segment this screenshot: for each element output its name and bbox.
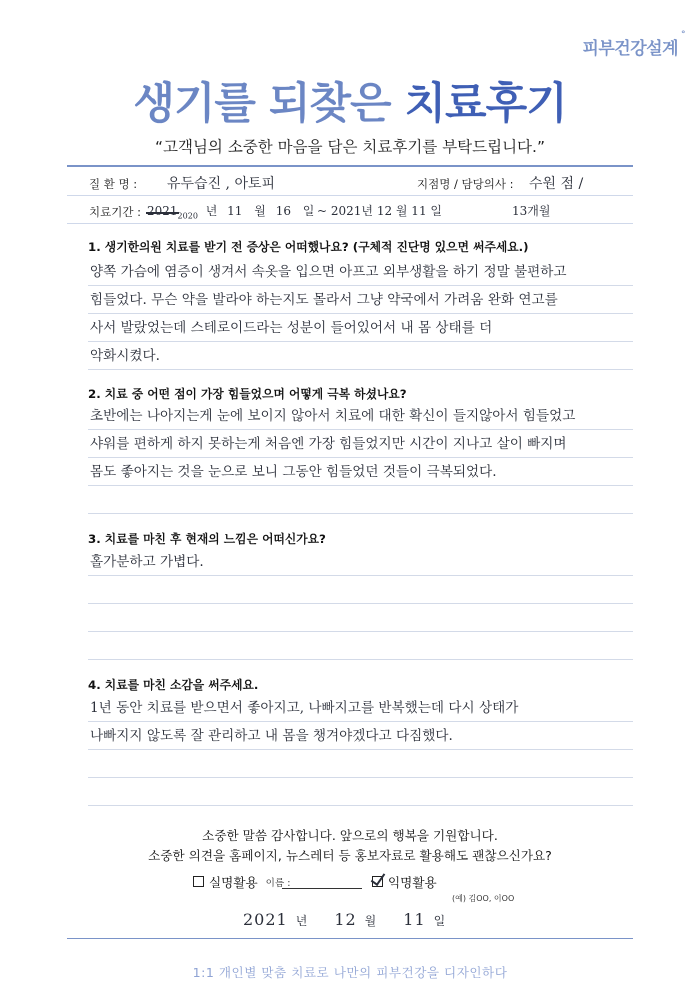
rule-line [88,659,633,660]
period-total: 13개월 [512,204,551,218]
signed-year: 2021 [243,910,288,929]
signed-day-unit: 일 [433,914,447,928]
registered-mark-icon: ° [681,30,685,40]
rule-line [88,777,633,778]
signed-year-unit: 년 [295,914,309,928]
period-year-unit: 년 [205,204,218,218]
period-row [67,196,633,224]
real-name-option[interactable] [193,872,291,891]
name-label: 이름 : [265,877,291,889]
question-4-label: 4. 치료를 마친 소감을 써주세요. [88,678,259,692]
name-input-line[interactable] [282,888,362,889]
thanks-line-1: 소중한 말씀 감사합니다. 앞으로의 행복을 기원합니다. [202,828,498,843]
question-4-answer [90,694,628,750]
signed-date [243,910,472,929]
real-name-checkbox[interactable] [193,876,204,887]
period-start [147,202,314,220]
thanks-message [0,826,700,866]
name-example: (예) 김OO, 이OO [452,894,515,903]
title-part2: 치료후기 [404,79,567,129]
question-3-answer [90,548,628,576]
signed-day: 11 [403,910,426,929]
diagnosis-label: 질 환 명 : [89,177,138,191]
footer-divider [67,938,633,939]
answer-line: 1년 동안 치료를 받으면서 좋아지고, 나빠지고를 반복했는데 다시 상태가 [90,700,519,716]
answer-line: 초반에는 나아지는게 눈에 보이지 않아서 치료에 대한 확신이 들지않아서 힘들었고 [90,408,576,424]
anonymous-option[interactable] [372,872,437,891]
rule-line [88,805,633,806]
diagnosis-value: 유두습진 , 아토피 [167,176,276,192]
rule-line [88,513,633,514]
branch-value: 수원 점 / [529,176,584,192]
rule-line [88,603,633,604]
signed-month: 12 [334,910,357,929]
answer-line: 악화시켰다. [90,348,160,364]
brand-logo [582,30,685,59]
rule-line [88,631,633,632]
question-1-label: 1. 생기한의원 치료를 받기 전 증상은 어떠했나요? (구체적 진단명 있으면 써주세요.) [88,240,529,254]
answer-line: 양쪽 가슴에 염증이 생겨서 속옷을 입으면 아프고 외부생활을 하기 정말 불편하고 [90,264,567,280]
period-corrected-year: 2020 [177,211,198,221]
answer-line: 샤워를 편하게 하지 못하는게 처음엔 가장 힘들었지만 시간이 지나고 살이 빠지며 [90,436,567,452]
question-2-label: 2. 치료 중 어떤 점이 가장 힘들었으며 어떻게 극복 하셨나요? [88,387,407,401]
period-start-day: 16 [275,204,291,218]
period-label: 치료기간 : [89,205,141,219]
title-part1: 생기를 되찾은 [133,79,405,129]
answer-line: 사서 발랐었는데 스테로이드라는 성분이 들어있어서 내 몸 상태를 더 [90,320,493,336]
question-2-answer [90,402,628,486]
answer-line: 나빠지지 않도록 잘 관리하고 내 몸을 챙겨야겠다고 다짐했다. [90,728,453,744]
thanks-line-2: 소중한 의견을 홈페이지, 뉴스레터 등 홍보자료로 활용해도 괜찮으신가요? [148,848,552,863]
period-month-unit: 월 [254,204,266,218]
period-struck-year: 2021 [147,204,178,218]
period-start-month: 11 [227,204,243,218]
signed-month-unit: 월 [364,914,378,928]
branch-label: 지점명 / 담당의사 : [417,177,514,191]
brand-name: 피부건강설계 [582,39,678,59]
anonymous-checkbox[interactable] [372,876,383,887]
period-end: ~ 2021년 12 월 11 일 [317,204,442,218]
page-subtitle: “고객님의 소중한 마음을 담은 치료후기를 부탁드립니다.” [154,138,545,156]
answer-line: 홀가분하고 가볍다. [90,554,204,570]
question-3-label: 3. 치료를 마친 후 현재의 느낌은 어떠신가요? [88,532,326,546]
answer-line: 몸도 좋아지는 것을 눈으로 보니 그동안 힘들었던 것들이 극복되었다. [90,464,497,480]
question-1-answer [90,258,628,370]
anonymous-label: 익명활용 [388,875,437,890]
header-divider [67,165,633,167]
page-title [0,70,700,131]
footer-slogan: 1:1 개인별 맞춤 치료로 나만의 피부건강을 디자인하다 [192,965,508,980]
real-name-label: 실명활용 [209,875,258,890]
period-day-unit: 일 [302,204,315,218]
diagnosis-row [67,168,633,196]
answer-line: 힘들었다. 무슨 약을 발라야 하는지도 몰라서 그냥 약국에서 가려움 완화 연고를 [90,292,558,308]
